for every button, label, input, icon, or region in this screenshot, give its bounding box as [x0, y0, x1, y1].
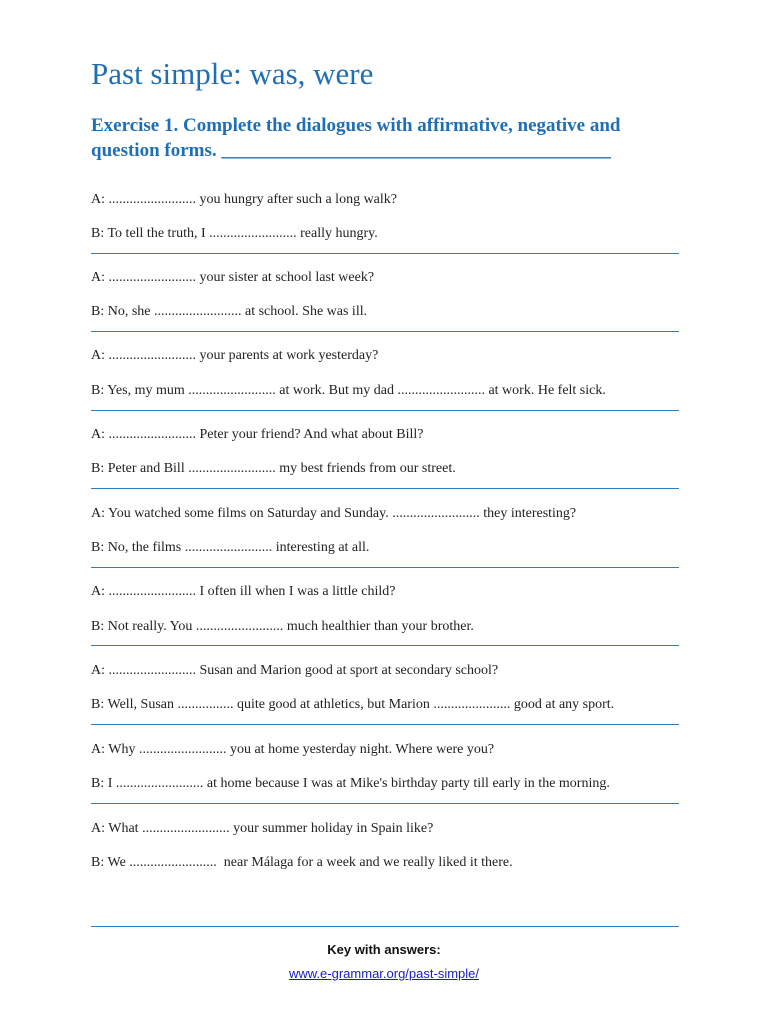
dialogue-8-line-a: A: Why ......................... you at home yesterday night. Where were you?: [91, 742, 495, 757]
separator-rule: [91, 331, 679, 332]
separator-rule: [91, 488, 679, 489]
exercise-instruction: Exercise 1. Complete the dialogues with affirmative, negative and question forms. _________________________________________: [91, 115, 621, 161]
dialogue-7-line-a: A: ......................... Susan and Marion good at sport at secondary school?: [91, 663, 499, 678]
separator-rule: [91, 645, 679, 646]
dialogue-4-line-b: B: Peter and Bill ......................... my best friends from our street.: [91, 461, 456, 476]
dialogue-6-line-b: B: Not really. You ......................... much healthier than your brother.: [91, 619, 474, 634]
dialogue-5-line-a: A: You watched some films on Saturday and Sunday. ......................... they interesting?: [91, 506, 577, 521]
dialogue-1-line-a: A: ......................... you hungry after such a long walk?: [91, 192, 397, 207]
answer-key-link[interactable]: www.e-grammar.org/past-simple/: [289, 966, 479, 981]
answer-key-heading: Key with answers:: [327, 942, 441, 957]
separator-rule: [91, 926, 679, 927]
dialogue-2-line-a: A: ......................... your sister at school last week?: [91, 270, 375, 285]
dialogue-9-line-b: B: We ......................... near Málaga for a week and we really liked it there.: [91, 855, 513, 870]
dialogue-5-line-b: B: No, the films ......................... interesting at all.: [91, 540, 370, 555]
separator-rule: [91, 410, 679, 411]
dialogue-3-line-a: A: ......................... your parents at work yesterday?: [91, 348, 379, 363]
dialogue-4-line-a: A: ......................... Peter your friend? And what about Bill?: [91, 427, 424, 442]
dialogue-7-line-b: B: Well, Susan ................ quite good at athletics, but Marion ...................... good at any sport.: [91, 697, 615, 712]
dialogue-9-line-a: A: What ......................... your summer holiday in Spain like?: [91, 821, 434, 836]
separator-rule: [91, 724, 679, 725]
separator-rule: [91, 567, 679, 568]
separator-rule: [91, 253, 679, 254]
separator-rule: [91, 803, 679, 804]
dialogue-1-line-b: B: To tell the truth, I ......................... really hungry.: [91, 226, 378, 241]
dialogue-2-line-b: B: No, she ......................... at school. She was ill.: [91, 304, 368, 319]
dialogue-6-line-a: A: ......................... I often ill when I was a little child?: [91, 584, 396, 599]
dialogue-8-line-b: B: I ......................... at home because I was at Mike's birthday party till early in the morning.: [91, 776, 610, 791]
dialogue-3-line-b: B: Yes, my mum ......................... at work. But my dad ......................... at work. He felt sick.: [91, 383, 606, 398]
page-title: Past simple: was, were: [91, 56, 374, 91]
